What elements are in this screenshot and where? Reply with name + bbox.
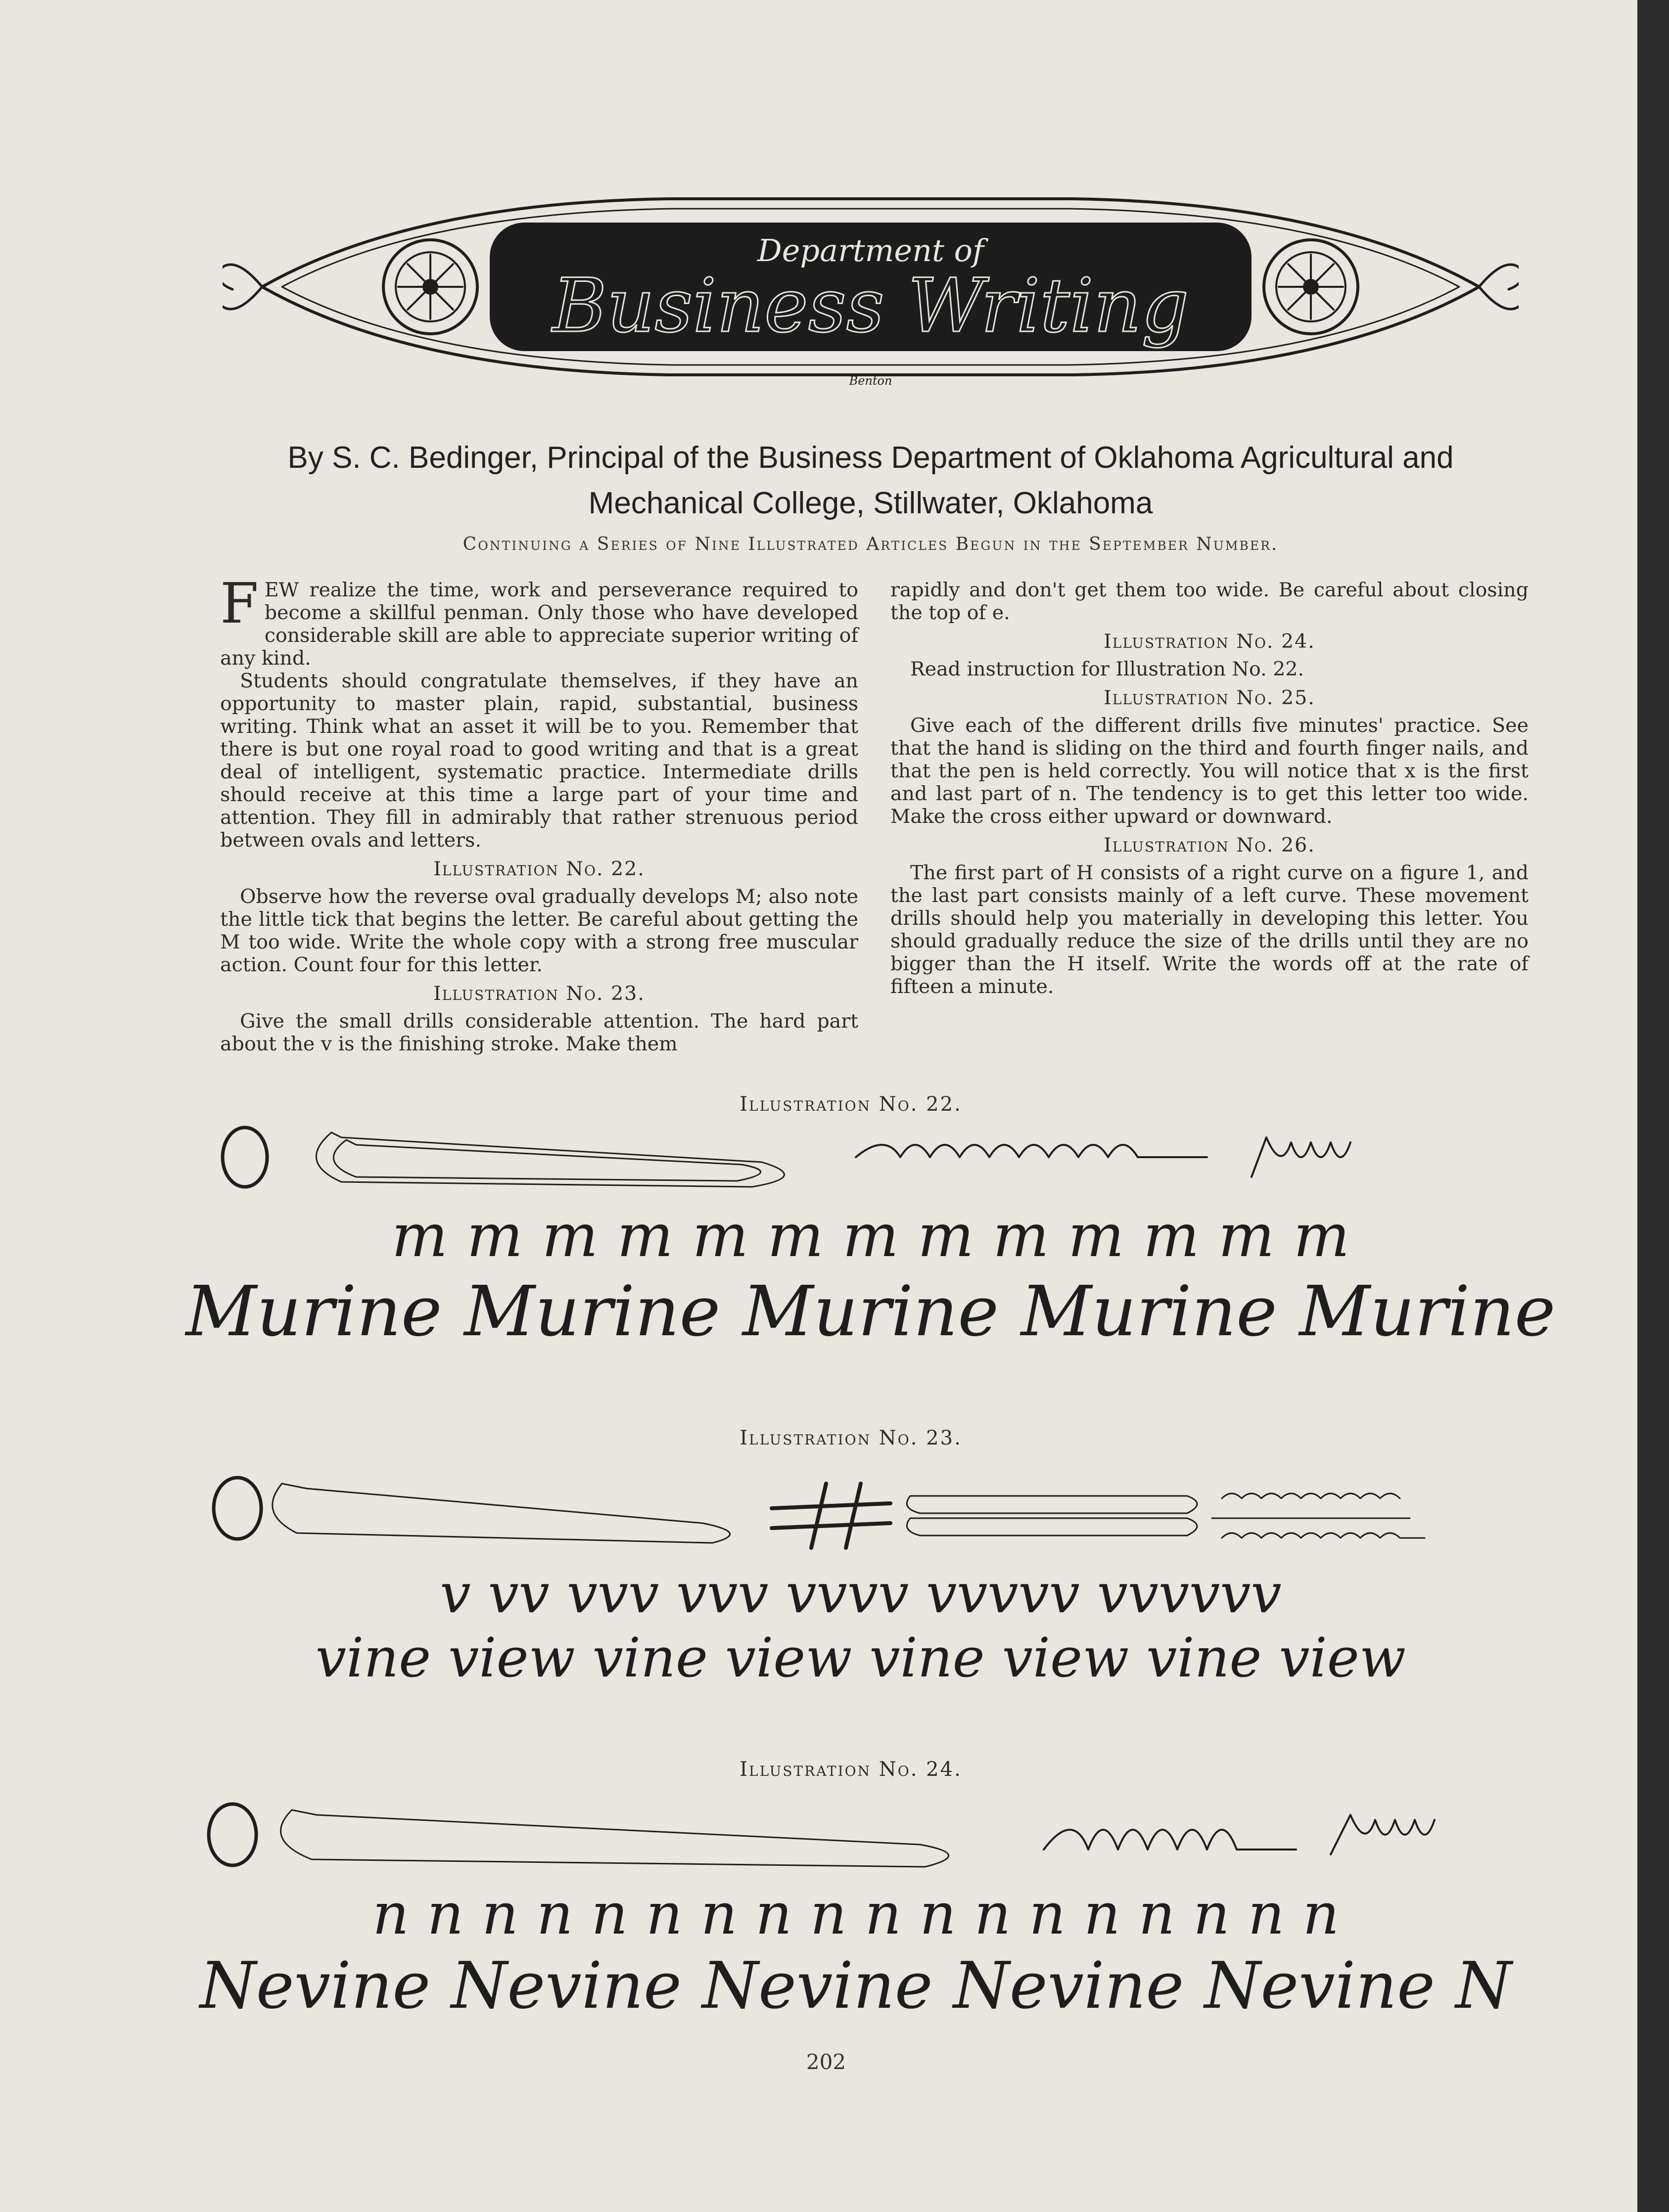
book-spine (1637, 0, 1669, 2212)
spiral-drill-icon (316, 1132, 784, 1187)
double-spiral-icon (907, 1496, 1197, 1535)
paragraph: Students should congratulate themselves, if they have an opportunity to master plain, rapid, substantial, business writing. Think what an asset it will be to you. Remember that there is but one royal road to good writing and that is a great deal of intelligent, systematic practice. Intermediate drills should receive at this time a large part of your time and attention. They fill in admirably that rather strenuous period between ovals and letters. (220, 670, 858, 852)
oval-icon (223, 1128, 267, 1187)
illustration-heading: Illustration No. 26. (1104, 834, 1315, 857)
department-banner (223, 183, 1519, 391)
paragraph: Give the small drills considerable attention. The hard part about the v is the finishing stroke. Make them (220, 1010, 858, 1055)
illustration-22-drawing (185, 1123, 1556, 1360)
oval-icon (209, 1804, 256, 1865)
nevine-word-row: Nevine Nevine Nevine Nevine Nevine N (199, 1948, 1512, 2023)
illustration-24-drawing (199, 1795, 1512, 2023)
byline-line-2: Mechanical College, Stillwater, Oklahoma (588, 486, 1153, 520)
illustration-heading: Illustration No. 22. (433, 858, 645, 880)
n-drill-icon (1212, 1493, 1425, 1538)
illustration-heading: Illustration No. 24. (1104, 630, 1315, 653)
paragraph: Give each of the different drills five minutes' practice. See that the hand is sliding on the third and fourth finger nails, and that the pen is held correctly. You will notice that x is the first and last part of n. The tendency is to get this letter too wide. Make the cross either upward or downward. (890, 714, 1529, 828)
paragraph: The first part of H consists of a right curve on a figure 1, and the last part consists mainly of a left curve. These movement drills should help you materially in developing this letter. You should gradually reduce the size of the drills until they are no bigger than the H itself. Write the words off at the rate of fifteen a minute. (890, 861, 1529, 998)
banner-signature: Benton (849, 374, 892, 388)
right-column (890, 579, 1529, 998)
series-note: Continuing a Series of Nine Illustrated Articles Begun in the September Number. (463, 534, 1279, 554)
vine-view-word-row: vine view vine view vine view vine view (315, 1626, 1406, 1689)
m-drill-icon (856, 1145, 1207, 1157)
drop-cap: F (220, 572, 259, 636)
m-letter-row: m m m m m m m m m m m m m (391, 1202, 1350, 1270)
illustration-24-label: Illustration No. 24. (740, 1758, 962, 1781)
n-letter-row: n n n n n n n n n n n n n n n n n n (372, 1881, 1340, 1947)
right-rosette-icon (1264, 240, 1358, 334)
spiral-drill-icon (273, 1484, 730, 1543)
cross-drill-icon (772, 1484, 890, 1548)
paragraph: rapidly and don't get them too wide. Be careful about closing the top of e. (890, 579, 1529, 624)
illustration-22-label: Illustration No. 22. (740, 1093, 962, 1116)
illustration-23-drawing (208, 1469, 1514, 1689)
m-drill-icon (1252, 1137, 1350, 1177)
murine-word-row: Murine Murine Murine Murine Murine (185, 1271, 1556, 1352)
intro-paragraph: FEW realize the time, work and perseverance required to become a skillful penman. Only those who have developed considerable skill are able to appreciate superior writing of any kind. (220, 572, 858, 670)
article-byline (188, 435, 1553, 526)
paragraph: Observe how the reverse oval gradually develops M; also note the little tick that begins the letter. Be careful about getting the M too wide. Write the whole copy with a strong free muscular action. Count four for this letter. (220, 885, 858, 976)
banner-small-title: Department of (757, 232, 984, 269)
oval-icon (214, 1478, 261, 1539)
banner-title: Business Writing (552, 263, 1189, 349)
left-rosette-icon (383, 240, 477, 334)
illustration-heading: Illustration No. 23. (433, 982, 645, 1005)
n-drill-icon (1331, 1815, 1435, 1854)
spiral-drill-icon (281, 1810, 949, 1867)
byline-line-1: By S. C. Bedinger, Principal of the Business Department of Oklahoma Agricultural and (287, 441, 1454, 475)
page-number: 202 (806, 2050, 846, 2074)
paragraph: Read instruction for Illustration No. 22. (910, 658, 1304, 680)
n-drill-icon (1044, 1830, 1296, 1850)
illustration-23-label: Illustration No. 23. (740, 1427, 962, 1449)
v-letter-row: v vv vvv vvv vvvv vvvvv vvvvvv (440, 1562, 1282, 1625)
left-column (220, 572, 858, 1055)
illustration-heading: Illustration No. 25. (1104, 686, 1315, 709)
